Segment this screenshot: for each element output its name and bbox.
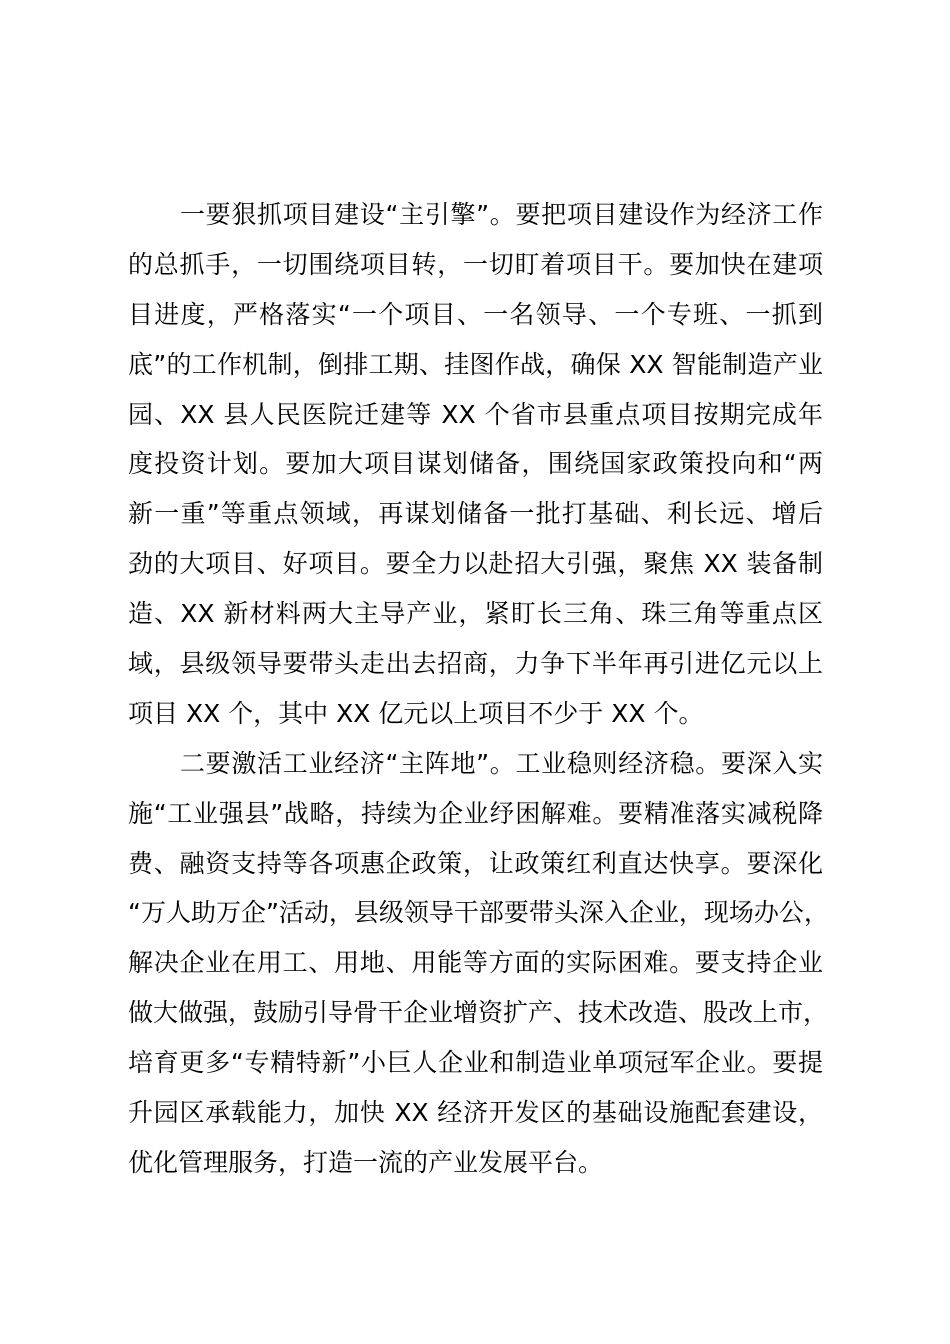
text-line: 解决企业在用工、用地、用能等方面的实际困难。要支持企业 (128, 948, 823, 978)
text-line: “万人助万企”活动，县级领导干部要带头深入企业，现场办公， (128, 898, 829, 928)
text-line: 做大做强，鼓励引导骨干企业增资扩产、技术改造、股改上市， (128, 998, 829, 1028)
text-line: 造、XX 新材料两大主导产业，紧盯长三角、珠三角等重点区 (128, 599, 823, 629)
text-line: 一要狠抓项目建设“主引擎”。要把项目建设作为经济工作 (180, 200, 823, 229)
paragraph-1 (128, 190, 823, 739)
text-line: 费、融资支持等各项惠企政策，让政策红利直达快享。要深化 (128, 848, 823, 878)
text-line: 园、XX 县人民医院迁建等 XX 个省市县重点项目按期完成年 (128, 399, 823, 429)
document-body (128, 190, 829, 1188)
text-line: 升园区承载能力，加快 XX 经济开发区的基础设施配套建设， (128, 1098, 823, 1128)
text-line: 新一重”等重点领域，再谋划储备一批打基础、利长远、增后 (128, 499, 823, 529)
text-line: 培育更多“专精特新”小巨人企业和制造业单项冠军企业。要提 (128, 1048, 823, 1078)
text-line: 目进度，严格落实“一个项目、一名领导、一个专班、一抓到 (128, 299, 823, 329)
paragraph-2 (128, 739, 829, 1188)
text-line: 施“工业强县”战略，持续为企业纾困解难。要精准落实减税降 (128, 798, 823, 828)
text-line: 二要激活工业经济“主阵地”。工业稳则经济稳。要深入实 (180, 748, 823, 778)
text-line: 项目 XX 个，其中 XX 亿元以上项目不少于 XX 个。 (128, 698, 704, 728)
text-line: 的总抓手，一切围绕项目转，一切盯着项目干。要加快在建项 (128, 249, 823, 279)
text-line: 底”的工作机制，倒排工期、挂图作战，确保 XX 智能制造产业 (128, 349, 823, 379)
document-page (128, 190, 829, 1188)
text-line: 域，县级领导要带头走出去招商，力争下半年再引进亿元以上 (128, 649, 823, 679)
text-line: 劲的大项目、好项目。要全力以赴招大引强，聚焦 XX 装备制 (128, 549, 823, 579)
text-line: 度投资计划。要加大项目谋划储备，围绕国家政策投向和“两 (128, 449, 823, 479)
text-line: 优化管理服务，打造一流的产业发展平台。 (128, 1147, 604, 1177)
